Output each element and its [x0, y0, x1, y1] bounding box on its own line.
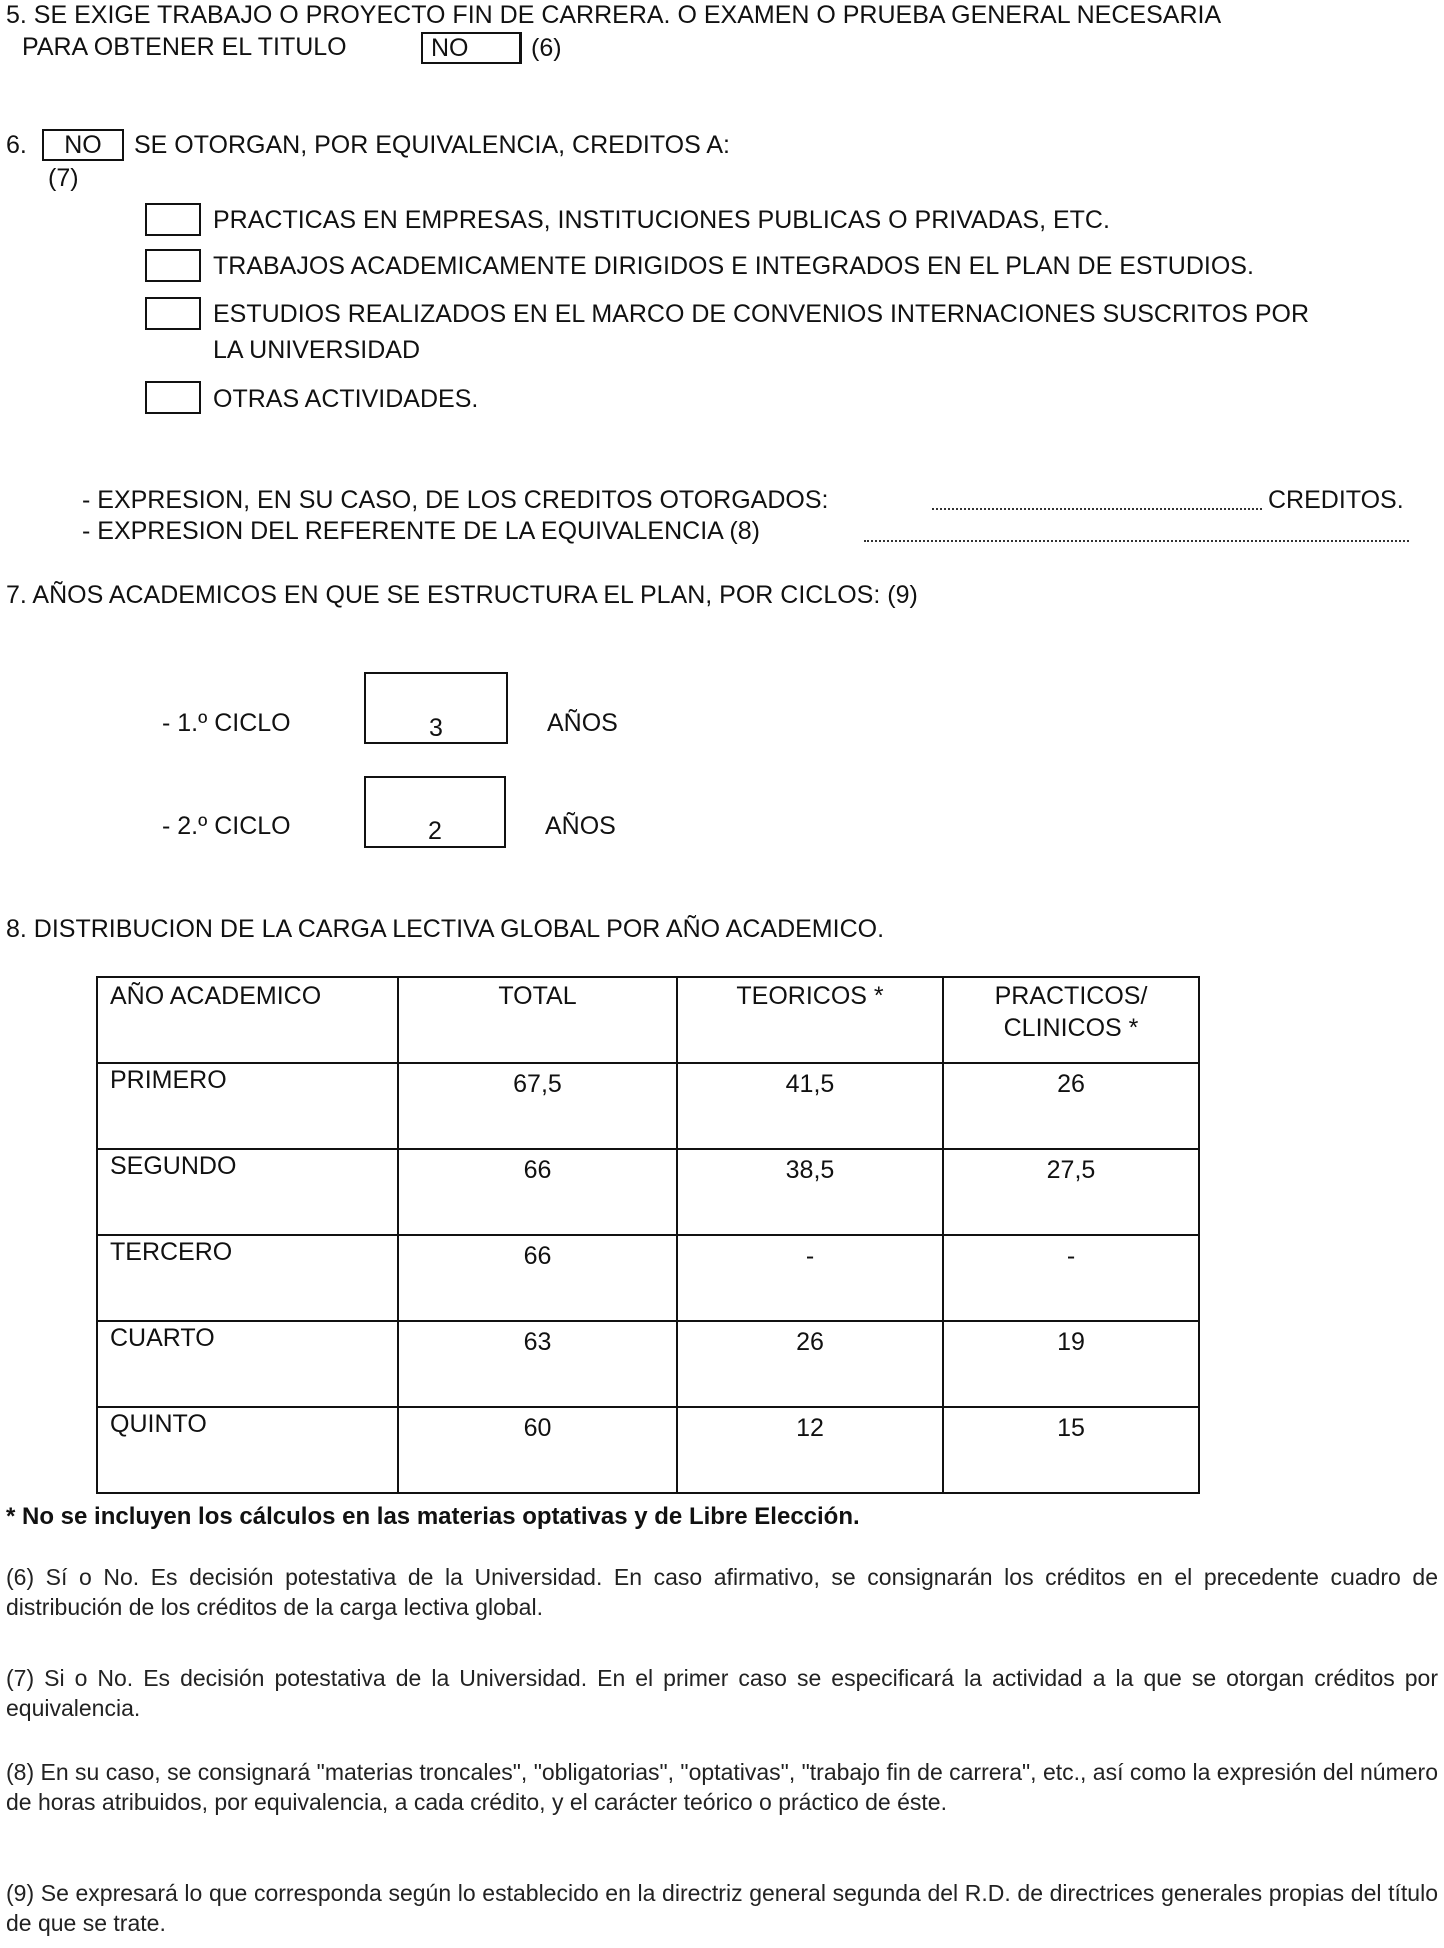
section5-ref: (6): [531, 34, 562, 62]
table-footnote: * No se incluyen los cálculos en las materias optativas y de Libre Elección.: [6, 1503, 860, 1530]
table-row: [97, 1063, 1199, 1149]
cell-teoricos: 41,5: [677, 1063, 943, 1149]
note-6: (6) Sí o No. Es decisión potestativa de la Universidad. En caso afirmativo, se consignarán los créditos en el precedente cuadro de distribución de los créditos de la carga lectiva global.: [6, 1564, 1438, 1620]
cell-total: 67,5: [398, 1063, 677, 1149]
option-label-practicas: PRACTICAS EN EMPRESAS, INSTITUCIONES PUBLICAS O PRIVADAS, ETC.: [213, 206, 1110, 234]
cell-year: SEGUNDO: [97, 1149, 398, 1235]
section5-line2: PARA OBTENER EL TITULO: [22, 33, 347, 61]
cell-teoricos: -: [677, 1235, 943, 1321]
note-7: (7) Si o No. Es decisión potestativa de la Universidad. En el primer caso se especificará la actividad a la que se otorgan créditos por equivalencia.: [6, 1665, 1438, 1721]
option-checkbox-otras[interactable]: [145, 381, 201, 414]
table-row: [97, 1149, 1199, 1235]
section6-value-box: NO: [42, 129, 124, 161]
table-header-row: [97, 977, 1199, 1063]
cell-teoricos: 26: [677, 1321, 943, 1407]
cell-practicos: 19: [943, 1321, 1199, 1407]
section5-line1: 5. SE EXIGE TRABAJO O PROYECTO FIN DE CARRERA. O EXAMEN O PRUEBA GENERAL NECESARIA: [6, 1, 1222, 29]
cell-teoricos: 38,5: [677, 1149, 943, 1235]
cell-teoricos: 12: [677, 1407, 943, 1493]
cell-year: CUARTO: [97, 1321, 398, 1407]
header-practicos-line2: CLINICOS *: [1003, 1014, 1139, 1042]
section5-value-box: NO: [421, 32, 522, 64]
option-label-otras: OTRAS ACTIVIDADES.: [213, 385, 479, 413]
table-row: [97, 1321, 1199, 1407]
option-label-estudios-line2: LA UNIVERSIDAD: [213, 336, 421, 364]
cell-total: 60: [398, 1407, 677, 1493]
ciclo2-unit: AÑOS: [545, 812, 616, 840]
cell-year: PRIMERO: [97, 1063, 398, 1149]
expresion-creditos-label: - EXPRESION, EN SU CASO, DE LOS CREDITOS OTORGADOS:: [82, 486, 829, 514]
option-checkbox-estudios[interactable]: [145, 297, 201, 330]
section7-title: 7. AÑOS ACADEMICOS EN QUE SE ESTRUCTURA EL PLAN, POR CICLOS: (9): [6, 581, 918, 609]
ciclo1-unit: AÑOS: [547, 709, 618, 737]
cell-year: QUINTO: [97, 1407, 398, 1493]
option-checkbox-practicas[interactable]: [145, 203, 201, 236]
section6-number: 6.: [6, 131, 27, 159]
header-practicos-line1: PRACTICOS/: [994, 982, 1148, 1010]
cell-total: 63: [398, 1321, 677, 1407]
header-practicos-clinicos: [943, 977, 1199, 1063]
table-row: [97, 1407, 1199, 1493]
header-teoricos: TEORICOS *: [677, 977, 943, 1063]
cell-practicos: 27,5: [943, 1149, 1199, 1235]
option-checkbox-trabajos[interactable]: [145, 249, 201, 282]
ciclo1-label: - 1.º CICLO: [162, 709, 291, 737]
section6-title: SE OTORGAN, POR EQUIVALENCIA, CREDITOS A:: [134, 131, 730, 159]
carga-lectiva-table: [96, 976, 1200, 1494]
header-total: TOTAL: [398, 977, 677, 1063]
table-row: [97, 1235, 1199, 1321]
cell-practicos: -: [943, 1235, 1199, 1321]
cell-total: 66: [398, 1235, 677, 1321]
expresion-creditos-dotted-line: [932, 508, 1262, 510]
expresion-referente-dotted-line: [864, 540, 1409, 542]
ciclo2-value-box: 2: [364, 776, 506, 848]
option-label-estudios: ESTUDIOS REALIZADOS EN EL MARCO DE CONVENIOS INTERNACIONES SUSCRITOS POR: [213, 300, 1310, 328]
section8-title: 8. DISTRIBUCION DE LA CARGA LECTIVA GLOBAL POR AÑO ACADEMICO.: [6, 915, 885, 943]
cell-year: TERCERO: [97, 1235, 398, 1321]
note-9: (9) Se expresará lo que corresponda según lo establecido en la directriz general segunda del R.D. de directrices generales propias del título de que se trate.: [6, 1880, 1438, 1936]
header-ano-academico: AÑO ACADEMICO: [97, 977, 398, 1063]
note-8: (8) En su caso, se consignará "materias troncales", "obligatorias", "optativas", "trabajo fin de carrera", etc., así como la expresión del número de horas atribuidos, por equivalencia, a cada crédito, y el carácter teórico o práctico de éste.: [6, 1759, 1438, 1815]
option-label-trabajos: TRABAJOS ACADEMICAMENTE DIRIGIDOS E INTEGRADOS EN EL PLAN DE ESTUDIOS.: [213, 252, 1254, 280]
ciclo2-label: - 2.º CICLO: [162, 812, 291, 840]
cell-total: 66: [398, 1149, 677, 1235]
ciclo1-value-box: 3: [364, 672, 508, 744]
expresion-referente-label: - EXPRESION DEL REFERENTE DE LA EQUIVALENCIA (8): [82, 517, 760, 545]
cell-practicos: 15: [943, 1407, 1199, 1493]
section6-ref: (7): [48, 164, 79, 192]
cell-practicos: 26: [943, 1063, 1199, 1149]
expresion-creditos-suffix: CREDITOS.: [1268, 486, 1404, 514]
